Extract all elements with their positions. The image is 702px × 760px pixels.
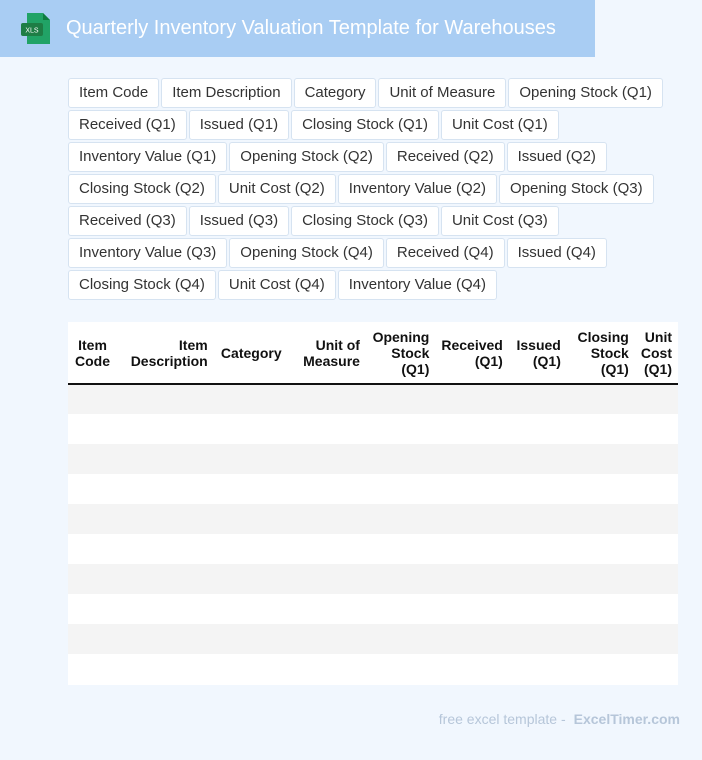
table-cell[interactable]	[635, 534, 678, 564]
table-row	[68, 654, 678, 684]
column-chip[interactable]: Received (Q1)	[68, 110, 187, 140]
table-cell[interactable]	[435, 444, 508, 474]
column-header: Item Code	[68, 322, 117, 384]
column-chip[interactable]: Inventory Value (Q4)	[338, 270, 497, 300]
table-cell[interactable]	[117, 474, 214, 504]
table-cell[interactable]	[567, 414, 635, 444]
table-row	[68, 444, 678, 474]
table-cell[interactable]	[366, 414, 435, 444]
table-cell[interactable]	[435, 564, 508, 594]
table-cell[interactable]	[117, 564, 214, 594]
column-header: Unit of Measure	[289, 322, 366, 384]
column-chip[interactable]: Item Code	[68, 78, 159, 108]
column-chip[interactable]: Opening Stock (Q2)	[229, 142, 384, 172]
table-cell[interactable]	[289, 534, 366, 564]
table-cell[interactable]	[567, 444, 635, 474]
table-cell[interactable]	[567, 384, 635, 414]
table-cell[interactable]	[567, 474, 635, 504]
table-cell[interactable]	[435, 384, 508, 414]
column-chip[interactable]: Received (Q2)	[386, 142, 505, 172]
table-cell[interactable]	[435, 624, 508, 654]
column-chip[interactable]: Unit Cost (Q3)	[441, 206, 559, 236]
table-cell[interactable]	[509, 624, 567, 654]
table-cell[interactable]	[509, 474, 567, 504]
column-header: Category	[214, 322, 289, 384]
table-cell[interactable]	[435, 504, 508, 534]
column-chip[interactable]: Issued (Q2)	[507, 142, 607, 172]
column-chip[interactable]: Received (Q3)	[68, 206, 187, 236]
table-cell[interactable]	[289, 474, 366, 504]
column-chip[interactable]: Opening Stock (Q4)	[229, 238, 384, 268]
table-cell[interactable]	[366, 594, 435, 624]
page-title: Quarterly Inventory Valuation Template for Warehouses	[66, 17, 556, 39]
table-cell[interactable]	[509, 414, 567, 444]
table-cell[interactable]	[635, 384, 678, 414]
table-cell[interactable]	[567, 624, 635, 654]
table-cell[interactable]	[509, 444, 567, 474]
column-chip[interactable]: Received (Q4)	[386, 238, 505, 268]
table-cell[interactable]	[68, 384, 117, 414]
table-cell[interactable]	[214, 444, 289, 474]
footer-text: free excel template -	[438, 711, 566, 727]
column-chip-list	[68, 78, 668, 302]
column-chip[interactable]: Opening Stock (Q1)	[508, 78, 663, 108]
column-chip[interactable]: Closing Stock (Q2)	[68, 174, 216, 204]
column-chip[interactable]: Issued (Q3)	[189, 206, 289, 236]
table-cell[interactable]	[567, 534, 635, 564]
table-cell[interactable]	[68, 474, 117, 504]
table-cell[interactable]	[214, 594, 289, 624]
column-chip[interactable]: Closing Stock (Q4)	[68, 270, 216, 300]
page-header	[0, 0, 595, 57]
table-cell[interactable]	[289, 594, 366, 624]
table-cell[interactable]	[435, 414, 508, 444]
column-header: Issued (Q1)	[509, 322, 567, 384]
table-cell[interactable]	[635, 444, 678, 474]
table-cell[interactable]	[509, 654, 567, 684]
table-cell[interactable]	[509, 384, 567, 414]
table-cell[interactable]	[366, 654, 435, 684]
table-cell[interactable]	[366, 384, 435, 414]
table-cell[interactable]	[635, 564, 678, 594]
column-chip[interactable]: Issued (Q1)	[189, 110, 289, 140]
table-cell[interactable]	[117, 414, 214, 444]
table-cell[interactable]	[567, 504, 635, 534]
column-header: Opening Stock (Q1)	[366, 322, 435, 384]
table-cell[interactable]	[117, 654, 214, 684]
column-chip[interactable]: Unit Cost (Q4)	[218, 270, 336, 300]
column-chip[interactable]: Closing Stock (Q1)	[291, 110, 439, 140]
table-cell[interactable]	[366, 444, 435, 474]
table-cell[interactable]	[214, 534, 289, 564]
column-chip[interactable]: Issued (Q4)	[507, 238, 607, 268]
table-cell[interactable]	[635, 504, 678, 534]
table-cell[interactable]	[68, 654, 117, 684]
table-cell[interactable]	[289, 384, 366, 414]
table-cell[interactable]	[567, 594, 635, 624]
excel-file-icon	[21, 13, 50, 44]
table-cell[interactable]	[68, 534, 117, 564]
column-chip[interactable]: Opening Stock (Q3)	[499, 174, 654, 204]
table-cell[interactable]	[214, 474, 289, 504]
table-cell[interactable]	[117, 624, 214, 654]
table-row	[68, 504, 678, 534]
table-row	[68, 384, 678, 414]
table-cell[interactable]	[567, 654, 635, 684]
table-cell[interactable]	[214, 504, 289, 534]
table-cell[interactable]	[68, 504, 117, 534]
table-cell[interactable]	[635, 654, 678, 684]
table-header-row	[68, 322, 678, 384]
table-cell[interactable]	[214, 414, 289, 444]
table-cell[interactable]	[289, 504, 366, 534]
table-cell[interactable]	[214, 564, 289, 594]
column-chip[interactable]: Inventory Value (Q2)	[338, 174, 497, 204]
table-row	[68, 594, 678, 624]
table-cell[interactable]	[509, 564, 567, 594]
table-cell[interactable]	[289, 654, 366, 684]
column-chip[interactable]: Unit Cost (Q1)	[441, 110, 559, 140]
table-row	[68, 534, 678, 564]
table-cell[interactable]	[435, 474, 508, 504]
column-header: Unit Cost (Q1)	[635, 322, 678, 384]
footer-brand-link[interactable]: ExcelTimer.com	[573, 711, 680, 727]
table-cell[interactable]	[635, 474, 678, 504]
table-cell[interactable]	[366, 534, 435, 564]
column-chip[interactable]: Unit Cost (Q2)	[218, 174, 336, 204]
column-header: Closing Stock (Q1)	[567, 322, 635, 384]
table-row	[68, 564, 678, 594]
table-cell[interactable]	[68, 564, 117, 594]
table-cell[interactable]	[214, 384, 289, 414]
table-cell[interactable]	[509, 504, 567, 534]
table-cell[interactable]	[366, 564, 435, 594]
footer	[439, 711, 680, 727]
table-cell[interactable]	[289, 564, 366, 594]
table-cell[interactable]	[117, 594, 214, 624]
table-cell[interactable]	[68, 444, 117, 474]
column-header: Received (Q1)	[435, 322, 508, 384]
inventory-table	[68, 322, 678, 685]
table-cell[interactable]	[366, 474, 435, 504]
table-cell[interactable]	[289, 414, 366, 444]
table-cell[interactable]	[635, 414, 678, 444]
table-cell[interactable]	[366, 504, 435, 534]
svg-text:XLS: XLS	[25, 27, 39, 35]
table-cell[interactable]	[68, 414, 117, 444]
table-cell[interactable]	[509, 534, 567, 564]
column-header: Item Description	[117, 322, 214, 384]
table-cell[interactable]	[289, 444, 366, 474]
table-row	[68, 414, 678, 444]
table-cell[interactable]	[214, 654, 289, 684]
table-cell[interactable]	[366, 624, 435, 654]
table-cell[interactable]	[635, 624, 678, 654]
table-cell[interactable]	[435, 534, 508, 564]
table-cell[interactable]	[117, 444, 214, 474]
column-chip[interactable]: Inventory Value (Q3)	[68, 238, 227, 268]
table-row	[68, 474, 678, 504]
table-cell[interactable]	[214, 624, 289, 654]
column-chip[interactable]: Closing Stock (Q3)	[291, 206, 439, 236]
column-chip[interactable]: Inventory Value (Q1)	[68, 142, 227, 172]
column-chip[interactable]: Category	[294, 78, 377, 108]
table-cell[interactable]	[68, 624, 117, 654]
column-chip[interactable]: Unit of Measure	[378, 78, 506, 108]
table-cell[interactable]	[435, 594, 508, 624]
table-cell[interactable]	[509, 594, 567, 624]
table-cell[interactable]	[68, 594, 117, 624]
table-cell[interactable]	[635, 594, 678, 624]
table-cell[interactable]	[117, 534, 214, 564]
table-cell[interactable]	[117, 384, 214, 414]
table-cell[interactable]	[289, 624, 366, 654]
table-cell[interactable]	[567, 564, 635, 594]
table-row	[68, 624, 678, 654]
column-chip[interactable]: Item Description	[161, 78, 291, 108]
table-cell[interactable]	[117, 504, 214, 534]
table-cell[interactable]	[435, 654, 508, 684]
